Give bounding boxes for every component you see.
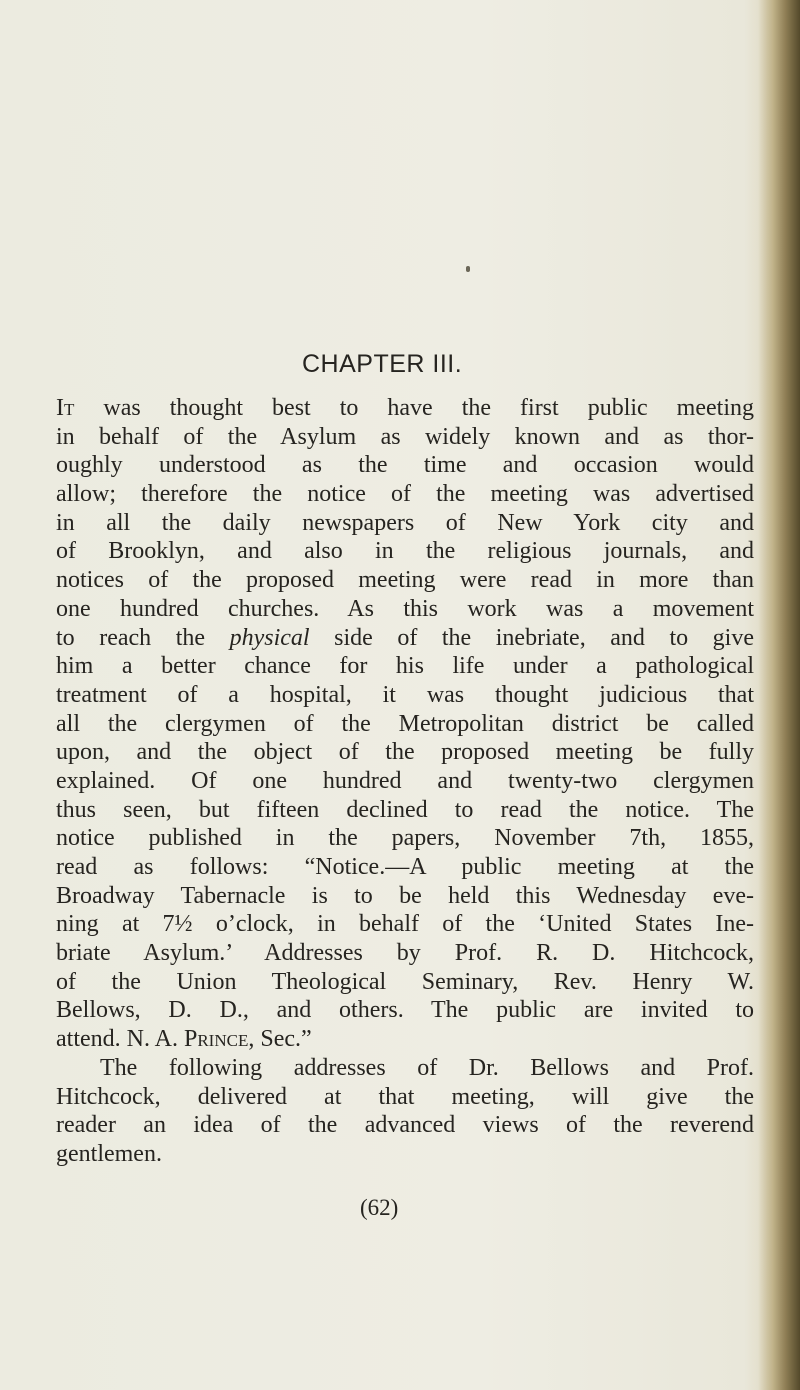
text-line: Broadway Tabernacle is to be held this Wednesday eve- — [56, 882, 754, 909]
text-line: It was thought best to have the first public meeting — [56, 395, 754, 421]
text-line: read as follows: “Notice.—A public meeting at the — [56, 854, 754, 880]
paragraph-2 — [56, 1054, 754, 1169]
text-line: one hundred churches. As this work was a movement — [56, 595, 754, 622]
page-number: (62) — [360, 1195, 399, 1220]
text-line: of the Union Theological Seminary, Rev. Henry W. — [56, 968, 754, 995]
text-line: gentlemen. — [56, 1140, 162, 1167]
drop-word: It — [56, 395, 75, 421]
text-line: briate Asylum.’ Addresses by Prof. R. D. Hitchcock, — [56, 940, 754, 967]
text-line: upon, and the object of the proposed meeting be fully — [56, 739, 754, 766]
chapter-title: CHAPTER III. — [302, 350, 463, 378]
text-line: The following addresses of Dr. Bellows and Prof. — [100, 1054, 754, 1081]
text-line: Hitchcock, delivered at that meeting, will give the — [56, 1083, 754, 1110]
text-line: notice published in the papers, November 7th, 1855, — [56, 825, 754, 852]
signatory-name: Prince — [183, 1026, 249, 1053]
emphasized-word: physical — [229, 624, 310, 651]
text-line: Bellows, D. D., and others. The public are invited to — [56, 997, 754, 1024]
text-line: him a better chance for his life under a pathological — [56, 653, 754, 680]
text-line: oughly understood as the time and occasion would — [56, 452, 754, 479]
body-text — [56, 394, 754, 1169]
text-line: of Brooklyn, and also in the religious journals, and — [56, 538, 754, 565]
text-line: to reach the physical side of the inebriate, and to give — [56, 624, 754, 651]
paragraph-1 — [56, 394, 754, 1054]
text-line: allow; therefore the notice of the meeting was advertised — [56, 481, 754, 508]
text-line: explained. Of one hundred and twenty-two clergymen — [56, 767, 754, 794]
text-line: notices of the proposed meeting were read in more than — [56, 567, 754, 594]
text-line: attend. N. A. Prince, Sec.” — [56, 1026, 312, 1053]
text-line: in all the daily newspapers of New York city and — [56, 509, 754, 536]
text-line: in behalf of the Asylum as widely known and as thor- — [56, 423, 754, 450]
text-line: treatment of a hospital, it was thought judicious that — [56, 681, 754, 708]
book-spine-edge — [758, 0, 800, 1390]
text-line: reader an idea of the advanced views of the reverend — [56, 1112, 754, 1139]
ink-speck — [466, 266, 470, 272]
text-line: ning at 7½ o’clock, in behalf of the ‘United States Ine- — [56, 911, 754, 938]
text-line: thus seen, but fifteen declined to read the notice. The — [56, 796, 754, 823]
text-line: all the clergymen of the Metropolitan district be called — [56, 710, 754, 737]
